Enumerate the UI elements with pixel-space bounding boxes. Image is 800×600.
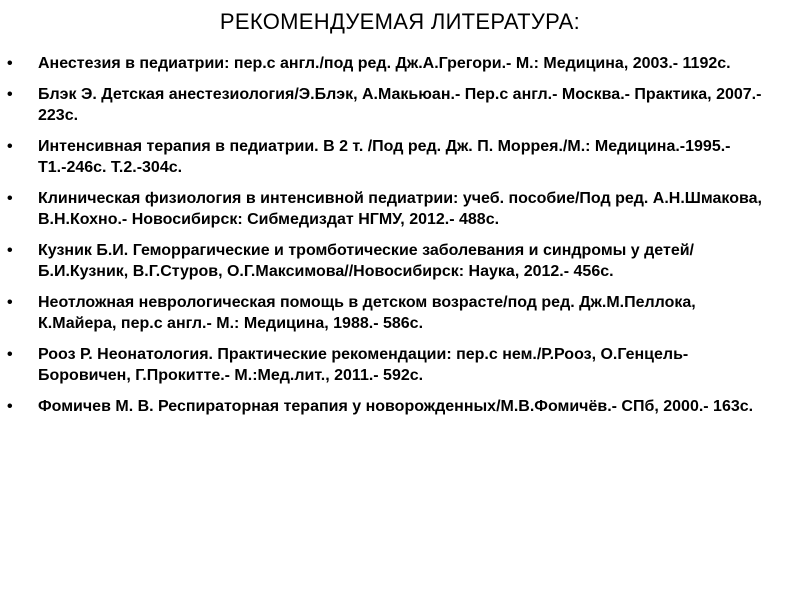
reference-text: Фомичев М. В. Респираторная терапия у новорожденных/М.В.Фомичёв.- СПб, 2000.- 163с. — [38, 398, 754, 415]
reference-item — [0, 396, 800, 417]
reference-text: Клиническая физиология в интенсивной педиатрии: учеб. пособие/Под ред. А.Н.Шмакова, В.Н.Кохно.- Новосибирск: Сибмедиздат НГМУ, 2012.- 488с. — [38, 190, 762, 228]
bullet-icon: • — [7, 346, 13, 363]
reference-item — [0, 344, 800, 386]
reference-item — [0, 240, 800, 282]
reference-text: Неотложная неврологическая помощь в детском возрасте/под ред. Дж.М.Пеллока, К.Майера, пер.с англ.- М.: Медицина, 1988.- 586с. — [38, 294, 696, 332]
reference-item — [0, 53, 800, 74]
reference-item — [0, 84, 800, 126]
reference-item — [0, 188, 800, 230]
reference-text: Кузник Б.И. Геморрагические и тромботические заболевания и синдромы у детей/Б.И.Кузник, В.Г.Стуров, О.Г.Максимова//Новосибирск: Наука, 2012.- 456с. — [38, 242, 694, 280]
reference-text: Интенсивная терапия в педиатрии. В 2 т. /Под ред. Дж. П. Моррея./М.: Медицина.-1995.-Т1.-246с. Т.2.-304с. — [38, 138, 731, 176]
bullet-icon: • — [7, 398, 13, 415]
bullet-icon: • — [7, 55, 13, 72]
bullet-icon: • — [7, 294, 13, 311]
reference-item — [0, 136, 800, 178]
slide-title: РЕКОМЕНДУЕМАЯ ЛИТЕРАТУРА: — [219, 9, 581, 34]
reference-item — [0, 292, 800, 334]
bullet-icon: • — [7, 138, 13, 155]
bullet-icon: • — [7, 242, 13, 259]
reference-text: Рооз Р. Неонатология. Практические рекомендации: пер.с нем./Р.Рооз, О.Генцель-Боровичен, Г.Прокитте.- М.:Мед.лит., 2011.- 592с. — [38, 346, 689, 384]
bullet-icon: • — [7, 86, 13, 103]
bullet-icon: • — [7, 190, 13, 207]
reference-list — [0, 53, 800, 427]
reference-text: Анестезия в педиатрии: пер.с англ./под ред. Дж.А.Грегори.- М.: Медицина, 2003.- 1192с. — [38, 55, 731, 72]
reference-text: Блэк Э. Детская анестезиология/Э.Блэк, А.Макьюан.- Пер.с англ.- Москва.- Практика, 2007.- 223с. — [38, 86, 762, 124]
